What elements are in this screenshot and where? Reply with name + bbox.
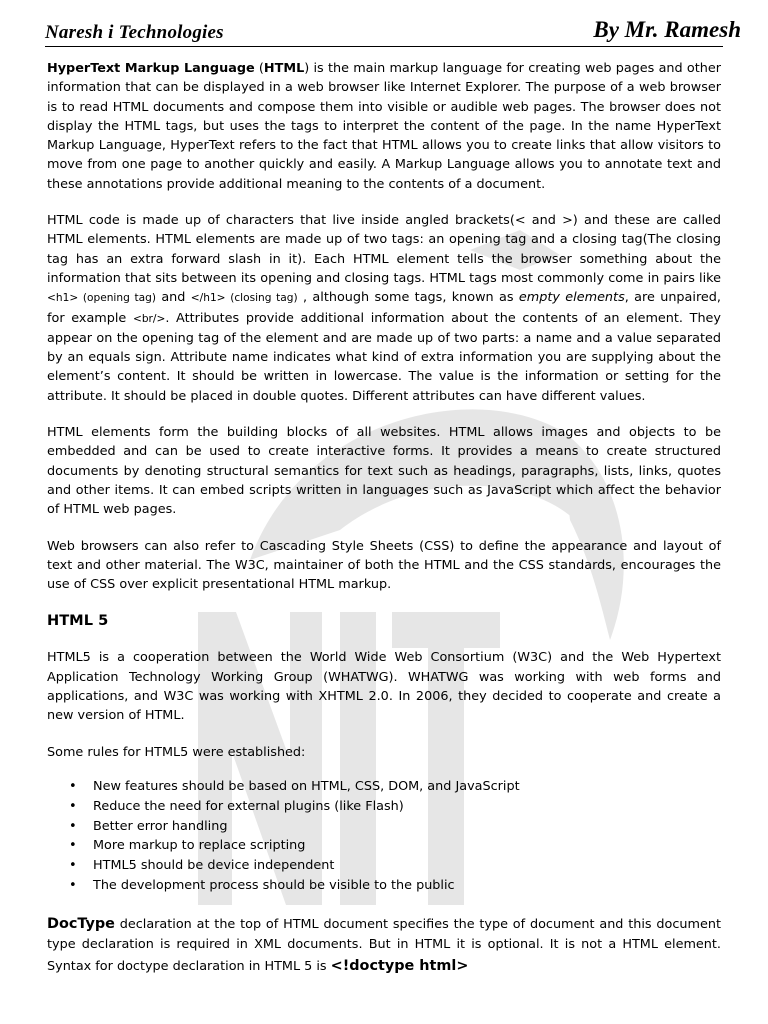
code-close-tag: </h1> (closing tag) bbox=[190, 292, 298, 305]
list-item: • New features should be based on HTML, CSS, DOM, and JavaScript bbox=[93, 777, 721, 797]
html-abbr: HTML bbox=[263, 61, 305, 76]
doctype-syntax: <!doctype html> bbox=[330, 957, 469, 974]
doctype-paragraph bbox=[47, 914, 721, 978]
header-author: By Mr. Ramesh bbox=[593, 17, 741, 42]
list-item: • Better error handling bbox=[93, 817, 721, 837]
elements-and: and bbox=[155, 290, 191, 306]
css-paragraph: Web browsers can also refer to Cascading Style Sheets (CSS) to define the appearance and layout of text and other material. The W3C, maintainer of both the HTML and the CSS standards, encourages the use of CSS over explicit presentational HTML markup. bbox=[47, 538, 721, 593]
page-header bbox=[45, 0, 741, 47]
intro-text: ) is the main markup language for creating web pages and other information that can be displayed in a web browser like Internet Explorer. The purpose of a web browser is to read HTML documents and compose them into visible or audible web pages. The browser does not display the HTML tags, but uses the tags to interpret the content of the page. In the name HyperText Markup Language, HyperText refers to the fact that HTML allows you to create links that allow visitors to move from one page to another quickly and easily. A Markup Language allows you to annotate text and these annotations provide additional meaning to the contents of a document. bbox=[47, 61, 721, 192]
doctype-text: declaration at the top of HTML document specifies the type of document and this document type declaration is required in XML documents. But in HTML it is optional. It is not a HTML element. Syntax for doctype declaration in HTML 5 is bbox=[47, 916, 721, 974]
building-blocks-paragraph: HTML elements form the building blocks of all websites. HTML allows images and objects to be embedded and can be used to create interactive forms. It provides a means to create structured documents by denoting structural semantics for text such as headings, paragraphs, lists, links, quotes and other items. It can embed scripts written in languages such as JavaScript which affect the behavior of HTML web pages. bbox=[47, 425, 721, 518]
intro-paren: ( bbox=[254, 61, 264, 76]
code-open-tag: <h1> (opening tag) bbox=[47, 292, 156, 305]
elements-text-4: . Attributes provide additional information about the contents of an element. They appear on the opening tag of the element and are made up of two parts: a name and a value separated by an equals sign. Attribute name indicates what kind of extra information you are supplying about the element’s content. It should be written in lowercase. The value is the information or setting for the attribute. It should be placed in double quotes. Different attributes can have different values. bbox=[47, 310, 721, 404]
header-left-title: Naresh i Technologies bbox=[45, 22, 224, 43]
code-br-tag: <br/> bbox=[132, 312, 166, 325]
elements-text-2: , although some tags, known as bbox=[297, 290, 519, 306]
elements-paragraph bbox=[47, 211, 721, 406]
list-item: • More markup to replace scripting bbox=[93, 836, 721, 856]
doctype-term: DocType bbox=[47, 915, 115, 932]
html5-rules-list bbox=[47, 777, 721, 896]
html-term: HyperText Markup Language bbox=[47, 61, 255, 76]
elements-text-1: HTML code is made up of characters that live inside angled brackets(< and >) and these are called HTML elements. HTML elements are made up of two tags: an opening tag and a closing tag(The closing tag has an extra forward slash in it). Each HTML element tells the browser something about the information that sits between its opening and closing tags. HTML tags most commonly come in pairs like bbox=[47, 213, 721, 286]
elements-text-3: , are unpaired, for example bbox=[47, 290, 721, 326]
list-item: • HTML5 should be device independent bbox=[93, 856, 721, 876]
html5-rules-intro: Some rules for HTML5 were established: bbox=[47, 744, 306, 760]
html5-paragraph: HTML5 is a cooperation between the World Wide Web Consortium (W3C) and the Web Hypertext Application Technology Working Group (WHATWG). WHATWG was working with web forms and applications, and W3C was working with XHTML 2.0. In 2006, they decided to cooperate and create a new version of HTML. bbox=[47, 650, 721, 724]
list-item: • The development process should be visible to the public bbox=[93, 876, 721, 896]
intro-paragraph bbox=[47, 59, 721, 194]
empty-elements-term: empty elements bbox=[518, 290, 625, 306]
list-item: • Reduce the need for external plugins (like Flash) bbox=[93, 797, 721, 817]
html5-heading: HTML 5 bbox=[47, 612, 109, 630]
